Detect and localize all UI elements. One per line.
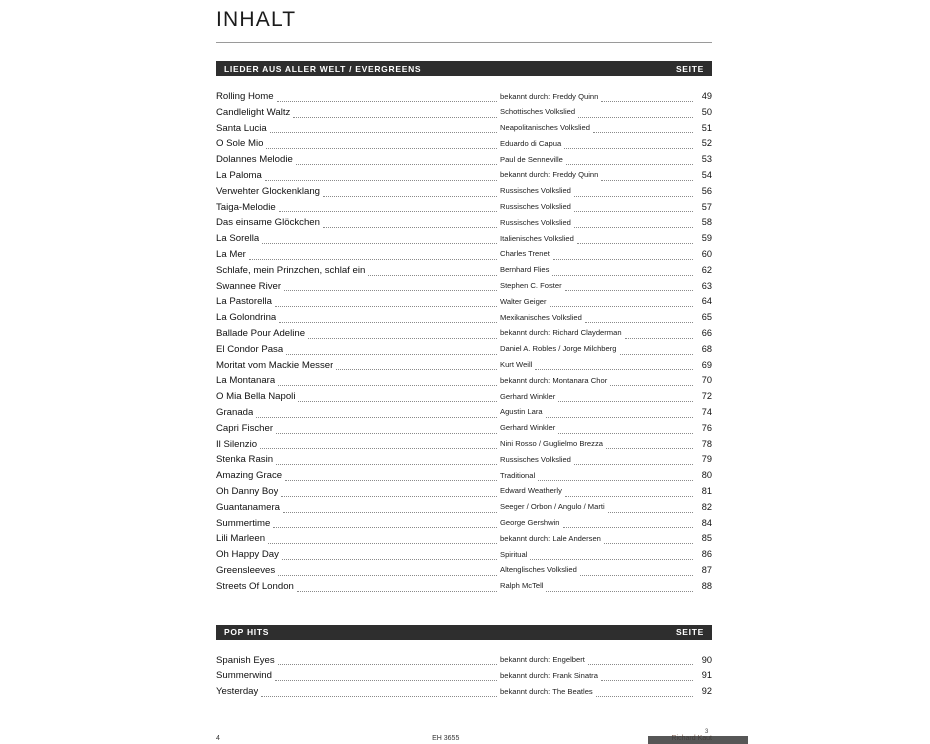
sections-container — [216, 61, 712, 700]
toc-entry-title: Streets Of London — [216, 580, 294, 592]
dot-leader — [620, 345, 694, 355]
toc-entry-title: Oh Danny Boy — [216, 485, 279, 497]
toc-entry[interactable] — [216, 358, 712, 374]
dot-leader — [261, 687, 497, 697]
toc-entry-page: 91 — [701, 670, 712, 681]
dot-leader — [283, 503, 497, 513]
toc-entry-page: 72 — [701, 391, 712, 402]
toc-entry-subcolumn — [500, 578, 696, 594]
toc-entry-page: 87 — [701, 564, 712, 575]
toc-entry[interactable] — [216, 342, 712, 358]
dot-leader — [552, 266, 693, 276]
toc-entry-credit: Daniel A. Robles / Jorge Milchberg — [500, 344, 617, 354]
toc-entry-credit: Russisches Volkslied — [500, 454, 571, 464]
dot-leader — [275, 671, 497, 681]
toc-entry[interactable] — [216, 263, 712, 279]
toc-entry-credit: Mexikanisches Volkslied — [500, 312, 582, 322]
toc-entry-page: 86 — [701, 549, 712, 560]
toc-entry-credit: Stephen C. Foster — [500, 281, 562, 291]
toc-entry-title: Stenka Rasin — [216, 454, 274, 466]
dot-leader — [564, 139, 693, 149]
dot-leader — [563, 518, 693, 528]
toc-entry[interactable] — [216, 231, 712, 247]
section-header — [216, 625, 712, 640]
toc-entry-page: 79 — [701, 454, 712, 465]
dot-leader — [608, 503, 693, 513]
toc-entry-subcolumn — [500, 531, 696, 547]
toc-entry[interactable] — [216, 668, 712, 684]
toc-entry[interactable] — [216, 653, 712, 669]
toc-entry-title: Taiga-Melodie — [216, 201, 276, 213]
toc-entry-credit: Nini Rosso / Guglielmo Brezza — [500, 439, 603, 449]
toc-entry-page: 63 — [701, 280, 712, 291]
toc-entry[interactable] — [216, 389, 712, 405]
toc-entry-subcolumn — [500, 373, 696, 389]
dot-leader — [565, 281, 693, 291]
toc-entry-credit: Russisches Volkslied — [500, 186, 571, 196]
toc-entry-page: 76 — [701, 422, 712, 433]
toc-entry-page: 92 — [701, 686, 712, 697]
toc-entry-title: Guantanamera — [216, 501, 280, 513]
toc-entry-title: Santa Lucia — [216, 122, 267, 134]
toc-entry-subcolumn — [500, 483, 696, 499]
dot-leader — [278, 376, 497, 386]
dot-leader — [625, 329, 693, 339]
toc-entry-page: 82 — [701, 501, 712, 512]
dot-leader — [279, 202, 497, 212]
toc-entry-title: La Mer — [216, 248, 246, 260]
toc-entry-title: Spanish Eyes — [216, 654, 275, 666]
toc-entry[interactable] — [216, 373, 712, 389]
dot-leader — [530, 550, 693, 560]
toc-entry-subcolumn — [500, 668, 696, 684]
toc-entry-credit: Walter Geiger — [500, 296, 547, 306]
toc-entry-credit: bekannt durch: Montanara Chor — [500, 375, 608, 385]
dot-leader — [323, 218, 497, 228]
dot-leader — [601, 671, 693, 681]
toc-entry-title: Capri Fischer — [216, 422, 274, 434]
dot-leader — [249, 250, 497, 260]
toc-entry-title: Granada — [216, 406, 254, 418]
toc-entry-subcolumn — [500, 452, 696, 468]
toc-entry[interactable] — [216, 247, 712, 263]
dot-leader — [336, 360, 497, 370]
toc-list — [216, 653, 712, 700]
dot-leader — [265, 171, 497, 181]
footer-left: 4 — [216, 735, 220, 742]
page-number: 3 — [705, 729, 709, 735]
toc-entry-title: Dolannes Melodie — [216, 154, 293, 166]
toc-entry[interactable] — [216, 215, 712, 231]
toc-entry-credit: Seeger / Orbon / Angulo / Marti — [500, 502, 605, 512]
dot-leader — [298, 392, 497, 402]
toc-entry-credit: Spiritual — [500, 549, 528, 559]
dot-leader — [580, 566, 693, 576]
toc-entry-credit: Gerhard Winkler — [500, 423, 556, 433]
toc-entry-subcolumn — [500, 136, 696, 152]
toc-entry[interactable] — [216, 684, 712, 700]
dot-leader — [281, 487, 497, 497]
toc-entry-subcolumn — [500, 547, 696, 563]
toc-entry-page: 66 — [701, 327, 712, 338]
dot-leader — [574, 187, 693, 197]
toc-entry-page: 62 — [701, 264, 712, 275]
toc-entry-title: La Montanara — [216, 375, 276, 387]
toc-entry-title: Ballade Pour Adeline — [216, 327, 306, 339]
dot-leader — [538, 471, 693, 481]
toc-entry-credit: Charles Trenet — [500, 249, 550, 259]
toc-entry-subcolumn — [500, 262, 696, 278]
toc-entry[interactable] — [216, 516, 712, 532]
dot-leader — [606, 439, 693, 449]
dot-leader — [279, 313, 497, 323]
toc-entry-subcolumn — [500, 231, 696, 247]
toc-entry-page: 74 — [701, 406, 712, 417]
toc-entry-title: Summerwind — [216, 670, 272, 682]
toc-entry-subcolumn — [500, 120, 696, 136]
section-title: LIEDER AUS ALLER WELT / EVERGREENS — [224, 63, 422, 74]
toc-entry-page: 70 — [701, 375, 712, 386]
dot-leader — [546, 408, 693, 418]
toc-entry[interactable] — [216, 405, 712, 421]
toc-entry-page: 60 — [701, 248, 712, 259]
toc-entry-page: 53 — [701, 154, 712, 165]
toc-entry-title: Il Silenzio — [216, 438, 258, 450]
dot-leader — [276, 455, 497, 465]
toc-entry-title: La Paloma — [216, 169, 262, 181]
toc-content — [216, 0, 712, 700]
dot-leader — [284, 281, 497, 291]
toc-entry-title: Greensleeves — [216, 564, 276, 576]
section-page-column-label: SEITE — [675, 63, 704, 74]
toc-entry-credit: Edward Weatherly — [500, 486, 562, 496]
toc-entry-title: Oh Happy Day — [216, 549, 279, 561]
toc-entry-page: 54 — [701, 169, 712, 180]
toc-entry[interactable] — [216, 89, 712, 105]
toc-entry-subcolumn — [500, 389, 696, 405]
toc-entry-credit: Traditional — [500, 470, 536, 480]
toc-entry-subcolumn — [500, 167, 696, 183]
toc-entry-page: 59 — [701, 233, 712, 244]
dot-leader — [593, 123, 693, 133]
toc-entry-page: 58 — [701, 217, 712, 228]
toc-entry-title: Schlafe, mein Prinzchen, schlaf ein — [216, 264, 366, 276]
toc-entry-credit: Russisches Volkslied — [500, 202, 571, 212]
toc-entry-subcolumn — [500, 325, 696, 341]
toc-entry[interactable] — [216, 184, 712, 200]
toc-entry[interactable] — [216, 310, 712, 326]
toc-entry-subcolumn — [500, 468, 696, 484]
toc-entry-subcolumn — [500, 499, 696, 515]
toc-entry-subcolumn — [500, 278, 696, 294]
toc-entry[interactable] — [216, 168, 712, 184]
dot-leader — [368, 266, 497, 276]
toc-entry-page: 69 — [701, 359, 712, 370]
dot-leader — [546, 582, 693, 592]
toc-entry-subcolumn — [500, 684, 696, 700]
toc-entry-title: Candlelight Waltz — [216, 106, 291, 118]
toc-entry-credit: George Gershwin — [500, 518, 560, 528]
horizontal-scrollbar[interactable] — [648, 736, 748, 744]
toc-entry-credit: Agustin Lara — [500, 407, 543, 417]
toc-entry[interactable] — [216, 563, 712, 579]
title-divider — [216, 42, 712, 43]
dot-leader — [574, 218, 693, 228]
dot-leader — [256, 408, 497, 418]
toc-entry[interactable] — [216, 484, 712, 500]
toc-entry[interactable] — [216, 468, 712, 484]
toc-entry-credit: bekannt durch: Frank Sinatra — [500, 670, 598, 680]
toc-entry-title: Lili Marleen — [216, 533, 266, 545]
toc-entry-page: 88 — [701, 580, 712, 591]
toc-entry[interactable] — [216, 421, 712, 437]
toc-entry-subcolumn — [500, 215, 696, 231]
dot-leader — [278, 566, 497, 576]
toc-entry-page: 78 — [701, 438, 712, 449]
toc-entry-title: Swannee River — [216, 280, 282, 292]
toc-entry-subcolumn — [500, 294, 696, 310]
toc-entry-subcolumn — [500, 404, 696, 420]
toc-entry-title: Summertime — [216, 517, 271, 529]
dot-leader — [277, 92, 497, 102]
dot-leader — [285, 471, 497, 481]
toc-entry-credit: bekannt durch: Richard Clayderman — [500, 328, 622, 338]
dot-leader — [268, 534, 497, 544]
dot-leader — [574, 202, 693, 212]
dot-leader — [566, 155, 693, 165]
toc-entry-page: 64 — [701, 296, 712, 307]
dot-leader — [596, 687, 693, 697]
toc-entry-credit: bekannt durch: Freddy Quinn — [500, 91, 599, 101]
toc-entry-credit: bekannt durch: Engelbert — [500, 655, 585, 664]
toc-entry-page: 81 — [701, 485, 712, 496]
dot-leader — [550, 297, 693, 307]
toc-entry-subcolumn — [500, 199, 696, 215]
dot-leader — [276, 424, 497, 434]
toc-entry-credit: bekannt durch: Lale Andersen — [500, 533, 601, 543]
toc-entry-subcolumn — [500, 310, 696, 326]
toc-entry-page: 51 — [701, 122, 712, 133]
toc-entry[interactable] — [216, 121, 712, 137]
dot-leader — [278, 655, 497, 665]
toc-entry-title: Moritat vom Mackie Messer — [216, 359, 334, 371]
toc-entry-credit: Russisches Volkslied — [500, 217, 571, 227]
toc-entry[interactable] — [216, 105, 712, 121]
dot-leader — [577, 234, 693, 244]
toc-entry[interactable] — [216, 579, 712, 595]
toc-entry-credit: Neapolitanisches Volkslied — [500, 123, 590, 133]
toc-list — [216, 89, 712, 595]
toc-entry-subcolumn — [500, 104, 696, 120]
dot-leader — [323, 187, 497, 197]
dot-leader — [296, 155, 497, 165]
toc-entry-title: La Sorella — [216, 233, 260, 245]
toc-entry-title: Rolling Home — [216, 91, 274, 102]
dot-leader — [558, 424, 693, 434]
toc-entry-title: La Pastorella — [216, 296, 272, 308]
toc-entry-credit: Italienisches Volkslied — [500, 233, 574, 243]
dot-leader — [286, 345, 497, 355]
toc-entry-page: 85 — [701, 533, 712, 544]
toc-entry-subcolumn — [500, 420, 696, 436]
toc-entry-subcolumn — [500, 515, 696, 531]
toc-entry[interactable] — [216, 547, 712, 563]
toc-entry[interactable] — [216, 452, 712, 468]
toc-entry-title: Amazing Grace — [216, 470, 283, 482]
toc-entry-page: 84 — [701, 517, 712, 528]
dot-leader — [282, 550, 497, 560]
toc-entry-credit: bekannt durch: Freddy Quinn — [500, 170, 599, 180]
toc-entry-subcolumn — [500, 652, 696, 668]
toc-entry-credit: Eduardo di Capua — [500, 138, 562, 148]
toc-entry-subcolumn — [500, 89, 696, 105]
toc-entry-credit: Ralph McTell — [500, 581, 544, 591]
dot-leader — [601, 92, 693, 102]
dot-leader — [565, 487, 693, 497]
toc-entry-subcolumn — [500, 152, 696, 168]
dot-leader — [275, 297, 497, 307]
dot-leader — [266, 139, 497, 149]
toc-entry[interactable] — [216, 200, 712, 216]
dot-leader — [553, 250, 693, 260]
section-page-column-label: SEITE — [675, 627, 704, 637]
dot-leader — [262, 234, 497, 244]
toc-entry[interactable] — [216, 136, 712, 152]
toc-entry-subcolumn — [500, 357, 696, 373]
dot-leader — [588, 655, 693, 665]
toc-entry-title: La Golondrina — [216, 312, 277, 324]
toc-entry-page: 65 — [701, 312, 712, 323]
toc-entry-page: 56 — [701, 185, 712, 196]
dot-leader — [260, 439, 497, 449]
dot-leader — [558, 392, 693, 402]
toc-entry-credit: Paul de Senneville — [500, 154, 563, 164]
page-title: INHALT — [216, 8, 297, 31]
dot-leader — [601, 171, 693, 181]
toc-entry-title: Das einsame Glöckchen — [216, 217, 320, 229]
toc-entry[interactable] — [216, 152, 712, 168]
toc-entry-page: 90 — [701, 654, 712, 665]
footer-center: EH 3655 — [432, 735, 460, 742]
dot-leader — [585, 313, 693, 323]
toc-entry-page: 68 — [701, 343, 712, 354]
toc-entry-title: O Mia Bella Napoli — [216, 391, 296, 403]
toc-entry-credit: Bernhard Flies — [500, 265, 550, 275]
toc-entry-credit: Schottisches Volkslied — [500, 107, 576, 117]
toc-entry[interactable] — [216, 279, 712, 295]
toc-entry-credit: Gerhard Winkler — [500, 391, 556, 401]
toc-entry[interactable] — [216, 437, 712, 453]
dot-leader — [578, 108, 693, 118]
toc-entry[interactable] — [216, 294, 712, 310]
toc-entry[interactable] — [216, 531, 712, 547]
toc-entry-subcolumn — [500, 246, 696, 262]
toc-entry-credit: Kurt Weill — [500, 360, 533, 370]
dot-leader — [574, 455, 693, 465]
toc-entry-title: O Sole Mio — [216, 138, 264, 150]
dot-leader — [273, 518, 497, 528]
section-title: POP HITS — [224, 627, 270, 637]
page-footer — [216, 735, 712, 742]
toc-entry[interactable] — [216, 326, 712, 342]
toc-entry-page: 52 — [701, 138, 712, 149]
toc-entry-page: 80 — [701, 470, 712, 481]
toc-entry[interactable] — [216, 500, 712, 516]
toc-entry-subcolumn — [500, 341, 696, 357]
toc-entry-subcolumn — [500, 436, 696, 452]
toc-entry-page: 49 — [701, 91, 712, 101]
section-spacer — [216, 595, 712, 607]
dot-leader — [610, 376, 693, 386]
toc-entry-subcolumn — [500, 183, 696, 199]
dot-leader — [604, 534, 693, 544]
dot-leader — [535, 360, 693, 370]
toc-entry-title: Yesterday — [216, 686, 259, 698]
dot-leader — [270, 123, 497, 133]
toc-entry-credit: Altenglisches Volkslied — [500, 565, 577, 575]
dot-leader — [293, 108, 497, 118]
dot-leader — [297, 582, 497, 592]
section-header — [216, 61, 712, 76]
toc-entry-title: El Condor Pasa — [216, 343, 284, 355]
toc-entry-credit: bekannt durch: The Beatles — [500, 686, 593, 696]
toc-entry-page: 50 — [701, 106, 712, 117]
toc-entry-page: 57 — [701, 201, 712, 212]
toc-entry-subcolumn — [500, 562, 696, 578]
dot-leader — [308, 329, 497, 339]
toc-entry-title: Verwehter Glockenklang — [216, 185, 320, 197]
